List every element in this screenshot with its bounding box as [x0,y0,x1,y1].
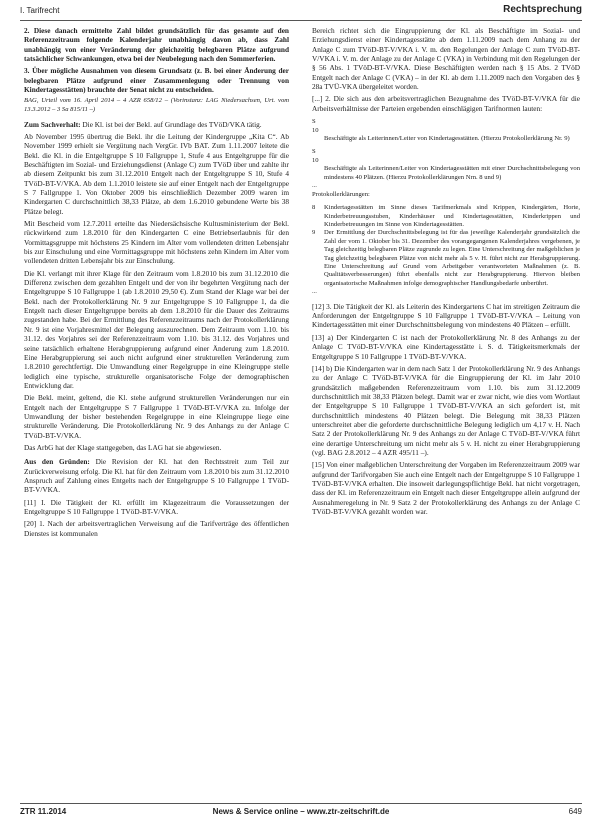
reasons-paragraph: [15] Von einer maßgeblichen Unterschreitung der Vorgaben im Referenzzeitraum 2009 war aufgrund der Tarifvorgaben Sie auch eine Entgelt nach der Entgeltgruppe S 10 Fallgruppe 1 TVöD-BT-V/VKA erhalten. Die insoweit darlegungspflichtige Bekl. hat nicht vorgetragen, dass der Kl. im Referenzzeitraum ein Entgelt nach dieser Entgeltgruppe allein aufgrund der Ausnahmeregelung in Nr. 9 Satz 2 der Protokollerklärung des Anhangs zu der Anlage C TVöD-BT-V/VKA gezahlt worden war. [312,460,580,516]
right-column [312,26,580,796]
page-footer [20,803,582,818]
facts-paragraph: Die Bekl. meint, geltend, die Kl. stehe aufgrund strukturellen Veränderungen nur ein Entgelt nach der Entgeltgruppe S 7 Fallgruppe 1 TVöD-BT-V/VKA zu. Infolge der Umwandlung der bisher bestehenden Regelgruppe in eine Kleingruppe liege eine strukturelle Veränderung. Die Protokollerklärung Nr. 9 des Anhangs zu der Anlage C TVöD-BT-V/VKA. [24,393,289,440]
reasons-paragraph: [14] b) Die Kindergarten war in dem nach Satz 1 der Protokollerklärung Nr. 9 des Anhangs zu der Anlage C TVöD-BT-V/VKA für die Eingruppierung der Kl. im Jahr 2010 grundsätzlich maßgebenden Referenzzeitraum vom 1.10. bis zum 31.12.2009 durchschnittlich mit 38,33 Plätzen belegt. Damit war er zwar nicht, wie dies vom Wortlaut der Entgeltgruppe S 10 Fallgruppe 1 TVöD-BT-V/VKA an sich gefordert ist, mit durchschnittlich mindestens 40 Plätzen belegt. Die Belegung mit 38,33 Plätzen unterschreitet aber die geforderte durchschnittliche Belegung lediglich um 4,17 v. H. Nach Satz 2 der Protokollerklärung Nr. 9 des Anhangs zu der Anlage C TVöD-BT-V/VKA führt eine derartige Unterschreitung um nicht mehr als 5 v. H. nicht zu einer Herabgruppierung (vgl. BAG 2.8.2012 – 4 AZR 495/11 –). [312,363,580,457]
page-header [20,4,582,21]
facts-paragraph: Ab November 1995 übertrug die Bekl. ihr die Leitung der Kindergruppe „Kita C“. Ab November 1999 erhielt sie Vergütung nach VergGr. IVb BAT. Zum 1.11.2007 leitete die Bekl. die Kl. in die Entgeltgruppe S 10 Fallgruppe 1, Stufe 4 aus Entgeltgruppe für die Beschäftigten im Sozial- und Erziehungsdienst (Anlage C) zum TVöD über und zahlte ihr ab diesem Zeitpunkt bis zum 31.12.2010 Entgelt nach der Entgeltgruppe S 10, Stufe 4 TVöD-BT-V/VKA. Ab dem 1.1.2010 leistete sie auf einer Entgelt nach der Entgeltgruppe S 7 Fallgruppe 1. Von Oktober 2009 bis einschließlich Dezember 2009 waren im Kindergarten C durchschnittlich 38,33 Plätze, ab dem 1.6.2010 gebundene Werte bis 38 Plätze belegt. [24,131,289,216]
reasons-paragraph: Bereich richtet sich die Eingruppierung der Kl. als Beschäftigte im Sozial- und Erziehungsdienst einer Kindertagesstätte ab dem 1.11.2009 nach dem Anhang zu der Anlage C zum TVöD-BT-V/VKA i. V. m. den Regelungen der Anlage C zum TVöD-BT-V/VKA i. V. m. der Anlage zu der Anlage C (VKA) in Verbindung mit den Regelungen der § 56 Abs. 1 TVöD-BT-V/VKA. Diese Beschäftigten werden nach § 15 Abs. 2 TVöD Entgelt nach der Anlage C (VKA) – in der Kl. ab dem 1.11.2009 nach den Vorgaben des § 28a TVÜ-VKA übergeleitet worden. [312,26,580,92]
reasons-paragraph: [12] 3. Die Tätigkeit der Kl. als Leiterin des Kindergartens C hat im streitigen Zeitraum die Anforderungen der Entgeltgruppe S 10 Fallgruppe 1 TVöD-BT-V/VKA – Leitung von Kindertagesstätten mit einer Durchschnittsbelegung von mindestens 40 Plätzen – erfüllt. [312,301,580,330]
tariff-group-text: Beschäftigte als Leiterinnen/Leiter von Kindertagesstätten. (Hierzu Protokollerklärung Nr. 9) [324,134,570,142]
facts-intro [24,120,289,129]
section-title: Rechtsprechung [503,4,582,15]
case-citation: BAG, Urteil vom 16. April 2014 – 4 AZR 658/12 – (Vorinstanz: LAG Niedersachsen, Urt. vom 13.3.2012 – 3 Sa 815/11 –) [24,97,289,113]
page-number: 649 [568,807,582,816]
reasons-paragraph: [11] I. Die Tätigkeit der Kl. erfüllt im Klagezeitraum die Voraussetzungen der Entgeltgruppe S 10 Fallgruppe 1 TVöD-BT-V/VKA. [24,497,289,516]
section-label: I. Tarifrecht [20,6,60,15]
journal-website: News & Service online – www.ztr-zeitschrift.de [212,807,390,816]
reasons-intro [24,457,289,494]
facts-paragraph: Mit Bescheid vom 12.7.2011 erteilte das Niedersächsische Kultusministerium der Bekl. rückwirkend zum 1.8.2010 für den Kindergarten C eine Betriebserlaubnis für den Vormittagsgruppe mit höchstens 25 Kindern im Alter vom vollendeten dritten Lebensjahr bis zur Einschulung und eine Vormittagsgruppe mit höchstens zehn Kindern im Alter vom vollendeten dritten Lebensjahr bis zur Einschulung. [24,219,289,266]
facts-paragraph: Das ArbG hat der Klage stattgegeben, das LAG hat sie abgewiesen. [24,442,222,452]
tariff-group-entry [312,148,580,165]
reasons-heading: Aus den Gründen: [24,457,90,467]
facts-text: Die Kl. ist bei der Bekl. auf Grundlage des TVöD/VKA tätig. [82,119,262,129]
protocol-note-9: 9 Der Ermittlung der Durchschnittsbelegung ist für das jeweilige Kalenderjahr grundsätzlich die Zahl der vom 1. Oktober bis 31. Dezember des vorangegangenen Kalenderjahres vergebenen, je Tag gleichzeitig belegbaren Plätze zugrunde zu legen. Eine Unterschreitung der maßgeblichen je Tag gleichzeitig belegbaren Plätze von nicht mehr als 5 v. H. führt nicht zur Herabgruppierung. Eine Unterschreitung auf Grund vom Arbeitgeber verantworteten Maßnahmen (z. B. Qualitätsverbesserungen) führt ebenfalls nicht zur Herabgruppierung. Hiervon bleiben organisatorische Maßnahmen infolge demographischer Handlungsbedarfe unberührt. [312,229,580,287]
reasons-paragraph: [...] 2. Die sich aus den arbeitsvertraglichen Bezugnahme des TVöD-BT-V/VKA für die Arbeitsverhältnisse der Parteien ergebenden einschlägigen Tarifnormen lauten: [312,94,580,113]
ellipsis: ... [312,181,317,189]
guiding-principle-3: 3. Über mögliche Ausnahmen von diesem Grundsatz (z. B. bei einer Änderung der belegbaren Plätze aufgrund einer Zusammenlegung oder Trennung von Kindertagesstätten) brauchte der Senat nicht zu entscheiden. [24,66,289,95]
tariff-group-entry [312,118,580,135]
tariff-group-number: S 10 [312,118,319,134]
tariff-group-text: Beschäftigte als Leiterinnen/Leiter von Kindertagesstätten mit einer Durchschnittsbelegung von mindestens 40 Plätzen. (Hierzu Protokollerklärungen Nrn. 8 und 9) [324,165,580,181]
ellipsis: ... [312,288,317,296]
reasons-paragraph: [20] 1. Nach der arbeitsvertraglichen Verweisung auf die Tarifverträge des öffentlichen Dienstes ist kommunalen [24,519,289,538]
reasons-text: Die Revision der Kl. hat den Rechtsstreit zum Teil zur Zurückverweisung erfolg. Die Kl. hat für den Zeitraum vom 1.8.2010 bis zum 31.12.2010 Anspruch auf Zahlung eines Entgelts nach der Entgeltgruppe S 10 Fallgruppe 1 TVöD-BT-V/VKA. [24,457,289,495]
reasons-paragraph: [13] a) Der Kindergarten C ist nach der Protokollerklärung Nr. 8 des Anhangs zu der Anlage C TVöD-BT-V/VKA eine Kindertagesstätte i. S. d. Tätigkeitsmerkmals der Entgeltgruppe S 10 Fallgruppe 1 TVöD-BT-V/VKA. [312,332,580,361]
protocol-notes-heading: Protokollerklärungen: [312,190,370,198]
left-column [24,26,289,796]
tariff-group-number: S 10 [312,148,319,164]
guiding-principle-2: 2. Diese danach ermittelte Zahl bildet grundsätzlich für das gesamte auf den Referenzzeitraum folgende Kalenderjahr unabhängig davon ab, dass Zahl unabhängig von einer Veränderung der gleichzeitig belegbaren Plätze aufgrund tatsächlicher Schwankungen, etwa bei der Neubelegung nach den Sommerferien. [24,26,289,64]
facts-heading: Zum Sachverhalt: [24,119,81,129]
protocol-note-8: 8 Kindertagesstätten im Sinne dieses Tarifmerkmals sind Krippen, Kindergärten, Horte, Kinderbetreuungsstuben, Kinderhäuser und Kindertagesstätten, Kinderkrippen und Kinderbetreuungen im Sinne von Kindertagesstätten. [312,204,580,228]
journal-issue: ZTR 11.2014 [20,807,67,816]
facts-paragraph: Die Kl. verlangt mit ihrer Klage für den Zeitraum vom 1.8.2010 bis zum 31.12.2010 die Differenz zwischen dem gezahlten Entgelt und der von ihr begehrten Vergütung nach der Entgeltgruppe S 10 Fallgruppe 1 (ab 1.8.2010 29,50 €). Zum Stand der Klage war bei der Bekl. nach der Protokollerklärung Nr. 9 zur Entgeltgruppe S 10 Fallgruppe 1, da die Entgelt nach dieser Entgeltgruppe bereits ab dem 1.8.2010 für die Dauer des Zeitraums zugestanden habe. Bei der Ermittlung des Referenzzeitraums nach der Protokollerklärung Nr. 9 ist eine Vorjahresmittel der Belegung auszurechnen. Dem Zeitraum vom 1.10. bis 31.12. des Vorjahres sei der Referenzzeitraum vom 1.10. bis 31.12. des Vorjahres und seine tatsächlich erhaltene Herabgruppierung aufgrund einer Änderung zum 1.8.2010. Eine Herabgruppierung sei auch nicht aufgrund einer strukturellen Veränderung zum 1.8.2010 gerechtfertigt. Die Umwandlung einer Regelgruppe in eine Kleingruppe stelle lediglich eine typische, strukturelle organisatorische Folge der demographischen Entwicklung dar. [24,268,289,390]
